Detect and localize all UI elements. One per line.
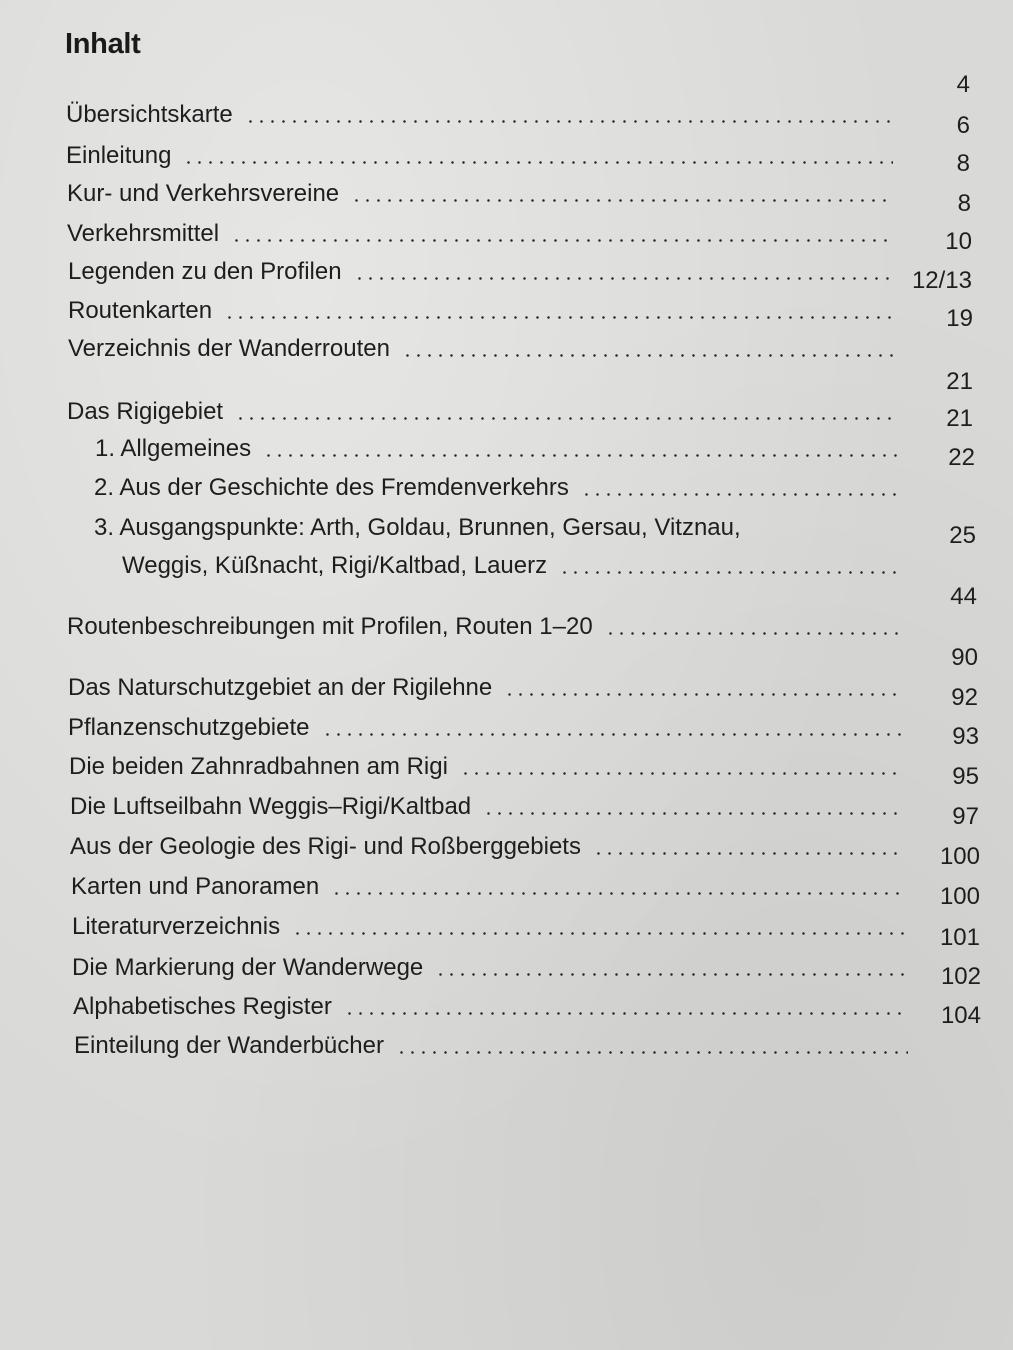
dot-leader <box>559 571 900 574</box>
dot-leader <box>344 1012 907 1015</box>
toc-entry-page-number: 100 <box>939 883 980 910</box>
dot-leader <box>183 161 893 164</box>
toc-entry-page-number: 4 <box>956 71 970 98</box>
toc-entry-page-number: 22 <box>948 444 975 471</box>
dot-leader <box>483 812 904 815</box>
dot-leader <box>402 354 897 357</box>
toc-entry-label: Literaturverzeichnis <box>72 913 281 940</box>
toc-entry-label: Kur- und Verkehrsvereine <box>67 180 340 207</box>
toc-entry-label: Alphabetisches Register <box>73 993 332 1020</box>
toc-entry <box>67 368 973 427</box>
toc-entry-label: 2. Aus der Geschichte des Fremdenverkehrs <box>94 474 569 501</box>
dot-leader <box>460 772 904 775</box>
toc-entry-page-number: 8 <box>956 150 970 177</box>
toc-entry-label: Das Rigigebiet <box>67 398 224 425</box>
toc-entry-label: 1. Allgemeines <box>95 435 252 462</box>
toc-entry-label: Verzeichnis der Wanderrouten <box>68 335 390 362</box>
toc-entry-label: Übersichtskarte <box>66 101 233 128</box>
dot-leader <box>292 932 906 935</box>
toc-entry-page-number: 21 <box>946 368 973 395</box>
toc-entry-label: Verkehrsmittel <box>67 220 220 247</box>
toc-entry <box>68 644 978 703</box>
toc-entry-label: Einleitung <box>66 142 172 169</box>
toc-entry <box>66 71 970 130</box>
dot-leader <box>231 239 894 242</box>
toc-entry-page-number: 12/13 <box>911 267 972 294</box>
dot-leader <box>322 733 904 736</box>
toc-entry-page-number: 44 <box>950 583 977 610</box>
toc-entry-page-number: 8 <box>957 190 971 217</box>
toc-entry-label: Karten und Panoramen <box>71 873 320 900</box>
toc-entry-page-number: 92 <box>951 684 978 711</box>
toc-entry-page-number: 97 <box>952 803 979 830</box>
dot-leader <box>605 632 901 635</box>
dot-leader <box>354 277 895 280</box>
dot-leader <box>331 892 906 895</box>
dot-leader <box>396 1051 908 1054</box>
toc-entry-page-number: 95 <box>952 763 979 790</box>
toc-entry-label: Die beiden Zahnradbahnen am Rigi <box>69 753 448 780</box>
toc-entry-page-number: 100 <box>939 843 980 870</box>
dot-leader <box>224 316 896 319</box>
toc-entry-page-number: 102 <box>940 963 981 990</box>
toc-entry <box>94 513 899 543</box>
toc-entry-page-number: 6 <box>956 112 970 139</box>
toc-entry-page-number: 104 <box>940 1002 981 1029</box>
dot-leader <box>263 454 898 457</box>
toc-entry-label: Pflanzenschutzgebiete <box>68 714 310 741</box>
toc-entry-label: Die Luftseilbahn Weggis–Rigi/Kaltbad <box>70 793 472 820</box>
toc-entry-label: Legenden zu den Profilen <box>68 258 342 285</box>
toc-entry <box>67 583 977 642</box>
toc-entry-label: Einteilung der Wanderbücher <box>74 1032 384 1059</box>
toc-entry-page-number: 25 <box>949 522 976 549</box>
dot-leader <box>235 417 898 420</box>
toc-entry-page-number: 101 <box>939 924 980 951</box>
dot-leader <box>245 120 893 123</box>
dot-leader <box>504 693 903 696</box>
toc-entry-label: 3. Ausgangspunkte: Arth, Goldau, Brunnen, Gersau, Vitznau, <box>94 514 741 541</box>
toc-entry-label: Die Markierung der Wanderwege <box>72 954 424 981</box>
toc-entry-label: Aus der Geologie des Rigi- und Roßberggebiets <box>70 833 581 860</box>
toc-entry-label: Das Naturschutzgebiet an der Rigilehne <box>68 674 493 701</box>
dot-leader <box>593 852 905 855</box>
dot-leader <box>581 493 898 496</box>
toc-entry-page-number: 93 <box>952 723 979 750</box>
toc-entry-label: Routenkarten <box>68 297 213 324</box>
toc-entry-page-number: 19 <box>946 305 973 332</box>
toc-entry-page-number: 21 <box>946 405 973 432</box>
toc-entry-page-number: 10 <box>945 228 972 255</box>
dot-leader <box>351 199 894 202</box>
toc-entry-label: Weggis, Küßnacht, Rigi/Kaltbad, Lauerz <box>122 552 548 579</box>
toc-entry-page-number: 90 <box>951 644 978 671</box>
page-title: Inhalt <box>65 28 141 60</box>
toc-entry-label: Routenbeschreibungen mit Profilen, Routen 1–20 <box>67 613 593 640</box>
dot-leader <box>435 973 907 976</box>
